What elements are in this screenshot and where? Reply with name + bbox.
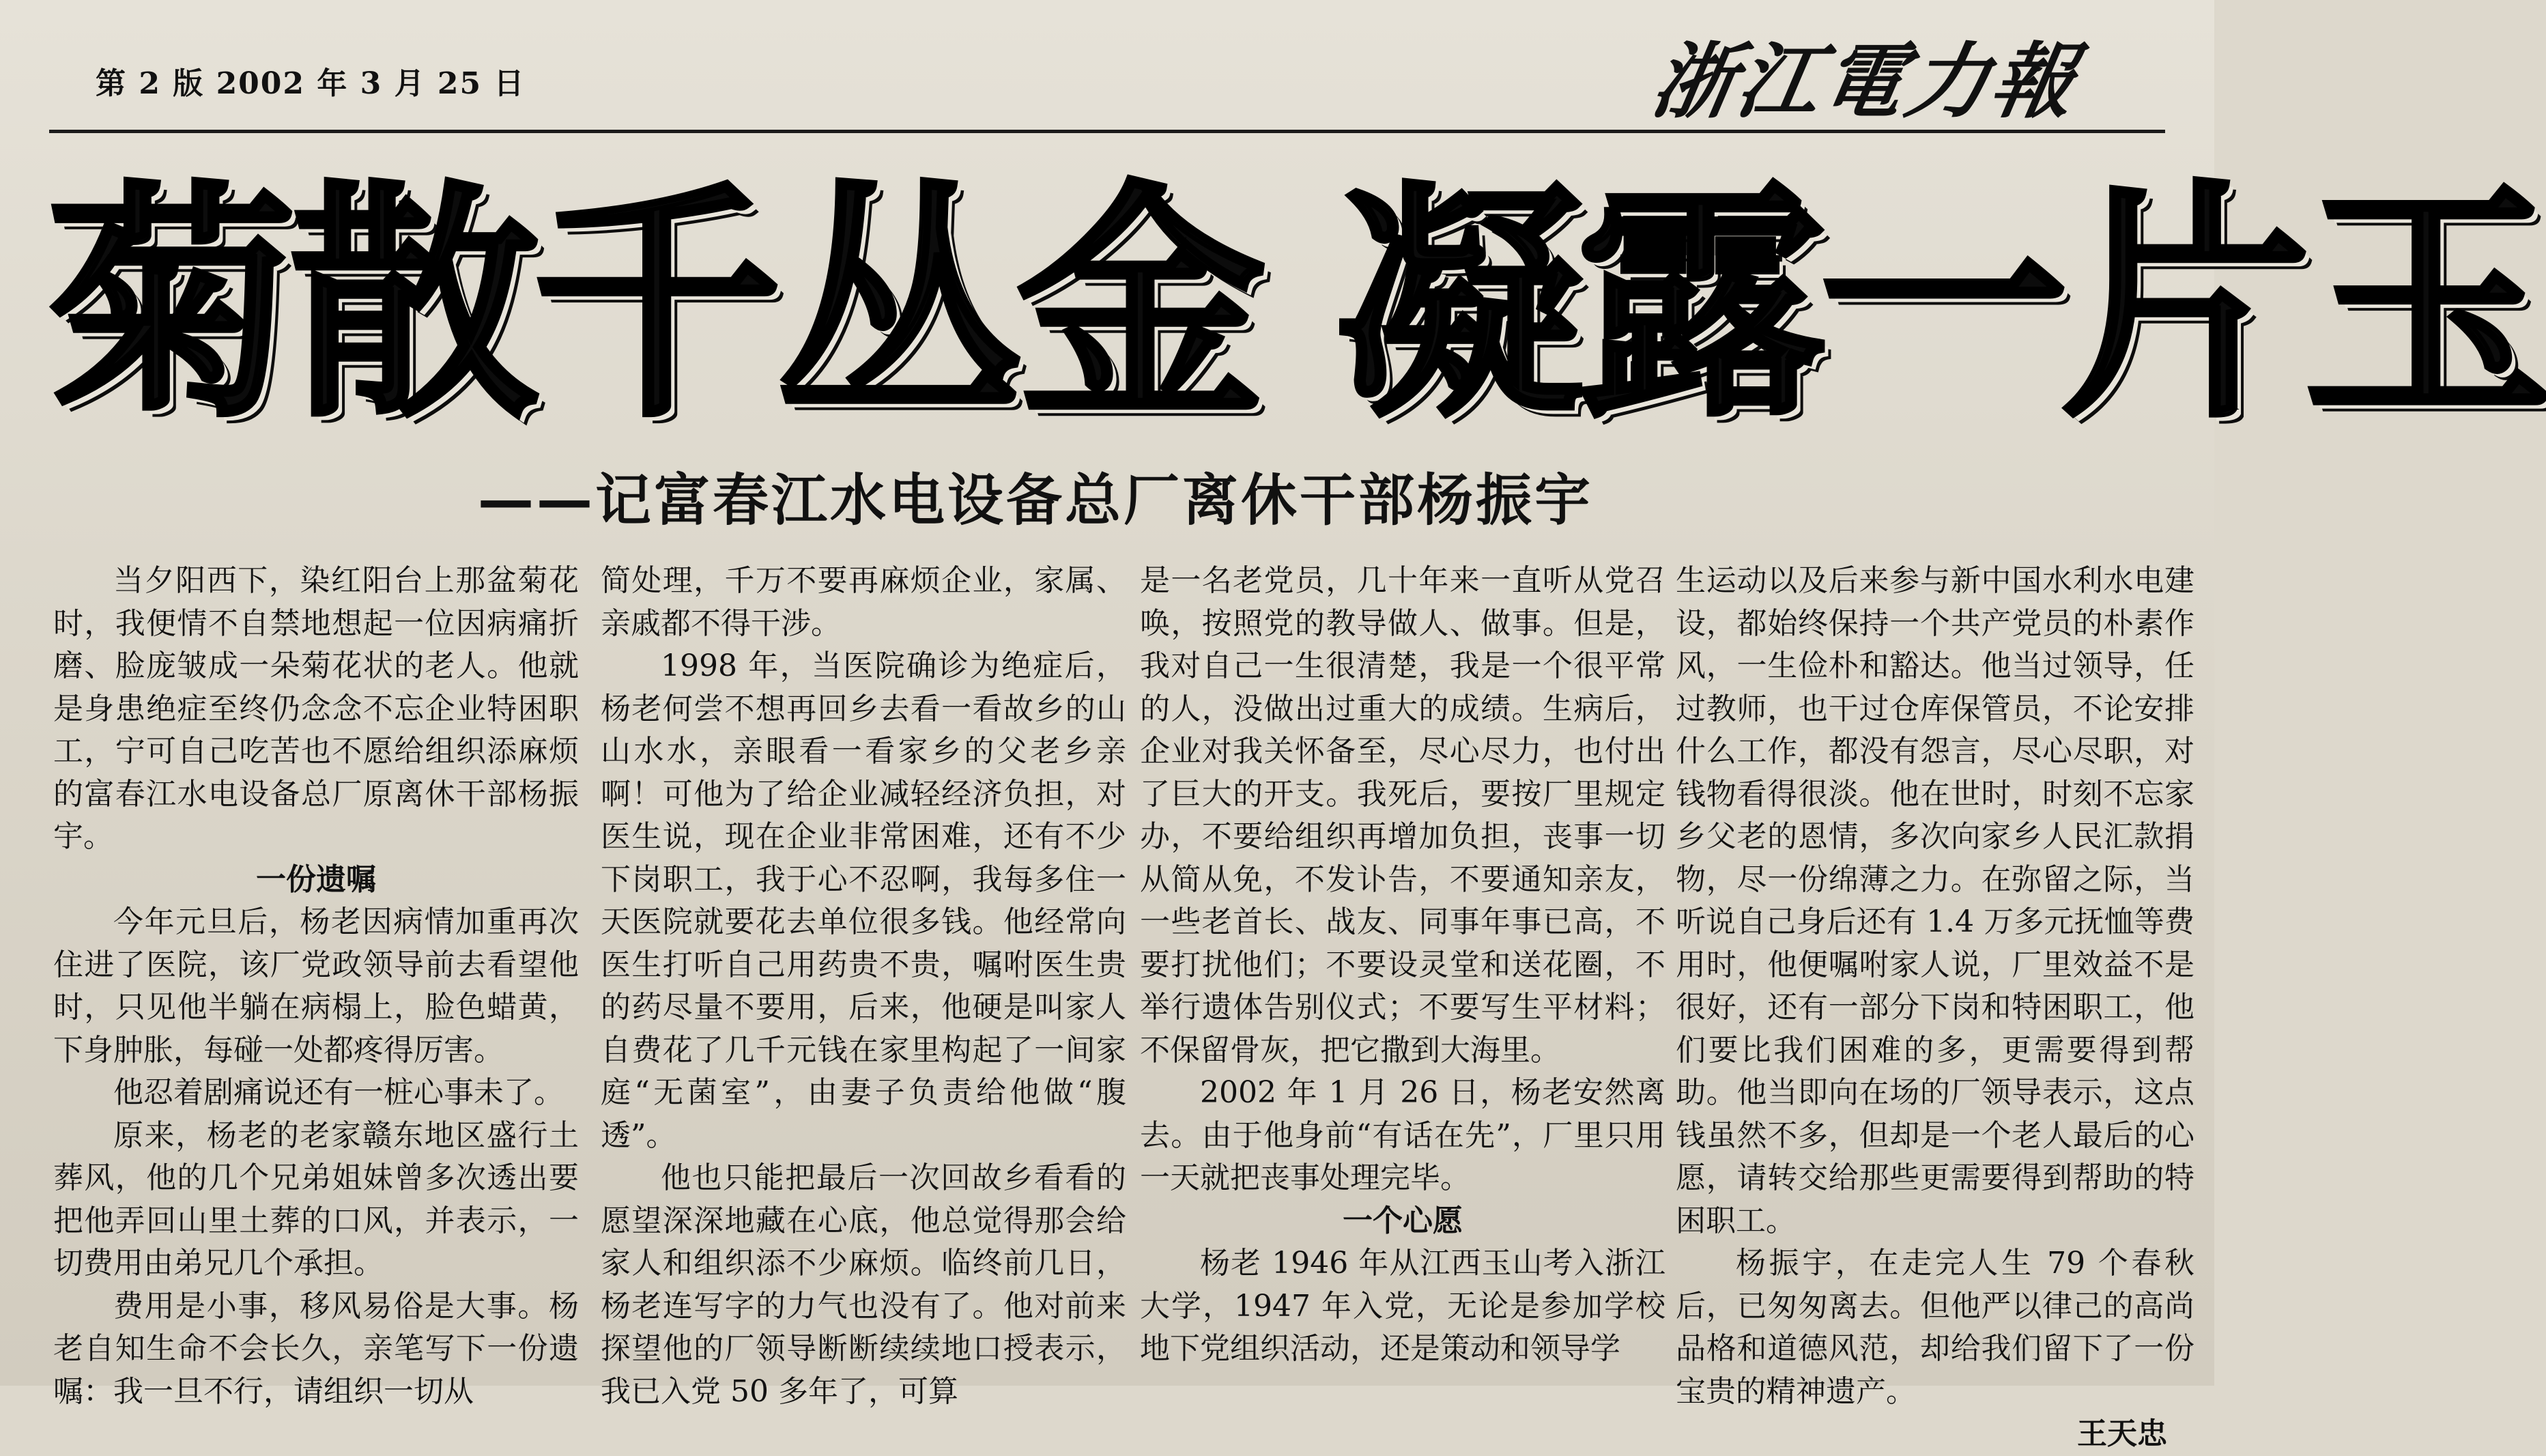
paragraph: 他忍着剧痛说还有一桩心事未了。: [113, 1075, 564, 1110]
paragraph: 2002 年 1 月 26 日，杨老安然离去。由于他身前“有话在先”，厂里只用一天就把丧事处理完毕。: [1140, 1075, 1665, 1195]
article-column-4: [1676, 560, 2194, 1456]
paragraph: 1998 年，当医院确诊为绝症后，杨老何尝不想再回乡去看一看故乡的山山水水，亲眼看一看家乡的父老乡亲啊！可他为了给企业减轻经济负担，对医生说，现在企业非常困难，还有不少下岗职工，我于心不忍啊，我每多住一天医院就要花去单位很多钱。他经常向医生打听自己用药贵不贵，嘱咐医生贵的药尽量不要用，后来，他硬是叫家人自费花了几千元钱在家里构起了一间家庭“无菌室”，由妻子负责给他做“腹透”。: [601, 648, 1126, 1153]
author-byline: 王天忠: [2077, 1416, 2167, 1451]
headline-part-2: 凝露一片玉: [1334, 158, 2546, 451]
newspaper-name: 浙江電力報: [1644, 33, 2085, 130]
paragraph: 是一名老党员，几十年来一直听从党召唤，按照党的教导做人、做事。但是，我对自己一生很清楚，我是一个很平常的人，没做出过重大的成绩。生病后，企业对我关怀备至，尽心尽力，也付出了巨大的开支。我死后，要按厂里规定办，不要给组织再增加负担，丧事一切从简从免，不发讣告，不要通知亲友，一些老首长、战友、同事年事已高，不要打扰他们；不要设灵堂和送花圈，不举行遗体告别仪式；不要写生平材料；不保留骨灰，把它撒到大海里。: [1140, 563, 1665, 1068]
paragraph: 原来，杨老的老家赣东地区盛行土葬风，他的几个兄弟姐妹曾多次透出要把他弄回山里土葬的口风，并表示，一切费用由弟兄几个承担。: [53, 1117, 579, 1281]
paragraph: 生运动以及后来参与新中国水利水电建设，都始终保持一个共产党员的朴素作风，一生俭朴和豁达。他当过领导，任过教师，也干过仓库保管员，不论安排什么工作，都没有怨言，尽心尽职，对钱物看得很淡。他在世时，时刻不忘家乡父老的恩情，多次向家乡人民汇款捐物，尽一份绵薄之力。在弥留之际，当听说自己身后还有 1.4 万多元抚恤等费用时，他便嘱咐家人说，厂里效益不是很好，还有一部分下岗和特困职工，他们要比我们困难的多，更需要得到帮助。他当即向在场的厂领导表示，这点钱虽然不多，但却是一个老人最后的心愿，请转交给那些更需要得到帮助的特困职工。: [1676, 563, 2194, 1238]
paragraph: 他也只能把最后一次回故乡看看的愿望深深地藏在心底，他总觉得那会给家人和组织添不少麻烦。临终前几日，杨老连写字的力气也没有了。他对前来探望他的厂领导断断续续地口授表示，我已入党 50 多年了，可算: [601, 1160, 1126, 1409]
article-column-3: [1140, 560, 1665, 1371]
header-rule: [49, 130, 2165, 133]
headline-part-1: 菊散千丛金: [48, 158, 1259, 451]
article-headline: [48, 158, 2546, 452]
section-heading: 一个心愿: [1343, 1203, 1463, 1238]
article-subheadline: ——记富春江水电设备总厂离休干部杨振宇: [478, 468, 1594, 533]
article-column-1: [53, 560, 579, 1413]
section-heading: 一份遗嘱: [256, 861, 376, 897]
paragraph: 费用是小事，移风易俗是大事。杨老自知生命不会长久，亲笔写下一份遗嘱：我一旦不行，请组织一切从: [53, 1288, 579, 1409]
article-column-2: [601, 560, 1126, 1413]
paragraph: 简处理，千万不要再麻烦企业，家属、亲戚都不得干涉。: [601, 563, 1126, 641]
issue-date: 第 2 版 2002 年 3 月 25 日: [96, 66, 526, 101]
paragraph: 当夕阳西下，染红阳台上那盆菊花时，我便情不自禁地想起一位因病痛折磨、脸庞皱成一朵菊花状的老人。他就是身患绝症至终仍念念不忘企业特困职工，宁可自己吃苦也不愿给组织添麻烦的富春江水电设备总厂原离休干部杨振宇。: [53, 563, 579, 854]
paragraph: 杨老 1946 年从江西玉山考入浙江大学，1947 年入党，无论是参加学校地下党组织活动，还是策动和领导学: [1140, 1246, 1665, 1366]
paragraph: 今年元旦后，杨老因病情加重再次住进了医院，该厂党政领导前去看望他时，只见他半躺在病榻上，脸色蜡黄，下身肿胀，每碰一处都疼得厉害。: [53, 904, 579, 1068]
paragraph: 杨振宇，在走完人生 79 个春秋后，已匆匆离去。但他严以律己的高尚品格和道德风范，却给我们留下了一份宝贵的精神遗产。: [1676, 1246, 2194, 1409]
